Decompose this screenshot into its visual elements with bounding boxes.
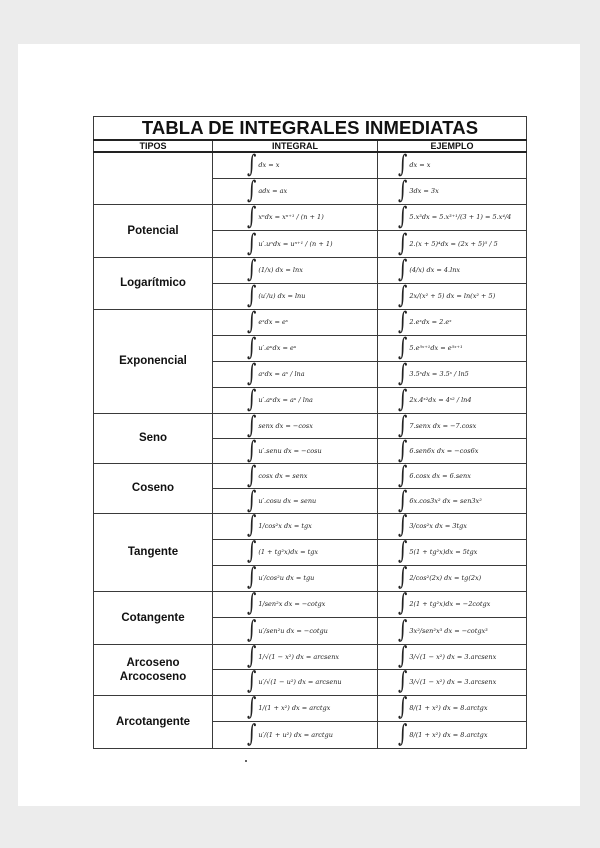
table-row xyxy=(94,204,527,230)
integral-formula-cell xyxy=(213,152,378,178)
integral-formula: adx = ax xyxy=(258,187,288,195)
integral-sign-icon: ∫ xyxy=(398,150,408,179)
integral-formula-cell xyxy=(213,669,378,695)
integral-formula-cell xyxy=(213,617,378,644)
integral-formula: 1/sen²x dx = −cotgx xyxy=(258,600,326,608)
integral-formula-cell xyxy=(213,485,378,514)
table-row xyxy=(94,644,527,669)
type-label xyxy=(94,152,213,204)
example-formula: 3.5ˣdx = 3.5ˣ / ln5 xyxy=(409,370,469,378)
integral-sign-icon: ∫ xyxy=(398,641,408,670)
table-row xyxy=(94,513,527,539)
integral-sign-icon: ∫ xyxy=(247,281,257,310)
table-row xyxy=(94,463,527,488)
integral-sign-icon: ∫ xyxy=(247,255,257,284)
integral-formula: u′/√(1 − u²) dx = arcsenu xyxy=(258,678,342,686)
integral-formula: u′/(1 + u²) dx = arctgu xyxy=(258,730,333,739)
integral-sign-icon: ∫ xyxy=(247,693,257,722)
example-formula-cell xyxy=(378,695,527,721)
integral-sign-icon: ∫ xyxy=(247,150,257,179)
table-row xyxy=(94,152,527,178)
integral-sign-icon: ∫ xyxy=(398,228,408,257)
integral-formula-cell xyxy=(213,361,378,387)
integral-formula: xⁿdx = xⁿ⁺¹ / (n + 1) xyxy=(258,213,324,221)
header-types: TIPOS xyxy=(94,140,213,152)
integral-formula-cell xyxy=(213,335,378,361)
integral-sign-icon: ∫ xyxy=(247,359,257,388)
integral-sign-icon: ∫ xyxy=(398,307,408,336)
integral-sign-icon: ∫ xyxy=(398,385,408,414)
integral-formula-cell xyxy=(213,695,378,721)
example-formula-cell xyxy=(378,513,527,539)
type-label: Potencial xyxy=(94,204,213,257)
type-label: Seno xyxy=(94,413,213,463)
integral-formula-cell xyxy=(213,204,378,230)
example-formula: 3/cos²x dx = 3tgx xyxy=(409,522,467,530)
integral-sign-icon: ∫ xyxy=(247,537,257,566)
example-formula: 6.cosx dx = 6.senx xyxy=(409,471,471,480)
integral-formula: dx = x xyxy=(258,161,280,170)
integral-sign-icon: ∫ xyxy=(398,667,408,696)
integral-formula-cell xyxy=(213,565,378,591)
type-label: Exponencial xyxy=(94,309,213,413)
example-formula-cell xyxy=(378,152,527,178)
integral-formula: u′.eᵘdx = eᵘ xyxy=(258,344,297,352)
integral-formula-cell xyxy=(213,591,378,617)
integral-sign-icon: ∫ xyxy=(398,460,408,489)
example-formula: 2x.4ˣ²dx = 4ˣ² / ln4 xyxy=(409,396,472,404)
integral-sign-icon: ∫ xyxy=(398,511,408,540)
integral-sign-icon: ∫ xyxy=(247,228,257,257)
table-row xyxy=(94,591,527,617)
integral-formula: 1/cos²x dx = tgx xyxy=(258,522,312,530)
type-label: Tangente xyxy=(94,513,213,591)
integral-sign-icon: ∫ xyxy=(247,615,257,644)
header-integral: INTEGRAL xyxy=(213,140,378,152)
example-formula: 2/cos²(2x) dx = tg(2x) xyxy=(409,574,482,582)
type-label: Coseno xyxy=(94,463,213,513)
integral-formula-cell xyxy=(213,230,378,257)
integral-formula: 1/(1 + x²) dx = arctgx xyxy=(258,704,331,712)
example-formula: 8/(1 + x²) dx = 8.arctgx xyxy=(409,704,488,712)
integral-formula-cell xyxy=(213,309,378,335)
table-row xyxy=(94,257,527,283)
integral-sign-icon: ∫ xyxy=(398,281,408,310)
example-formula: dx = x xyxy=(409,161,431,170)
example-formula-cell xyxy=(378,460,527,489)
example-formula: 3x²/sen²x³ dx = −cotgx³ xyxy=(409,626,488,635)
example-formula: 5.e⁵ˣ⁺¹dx = e⁵ˣ⁺¹ xyxy=(409,344,463,352)
type-label: Arcoseno Arcocoseno xyxy=(94,644,213,695)
integral-formula-cell xyxy=(213,641,378,670)
integral-sign-icon: ∫ xyxy=(247,307,257,336)
integral-formula: aˣdx = aˣ / lna xyxy=(258,370,305,378)
example-formula: 3/√(1 − x²) dx = 3.arcsenx xyxy=(409,678,497,686)
table-title: TABLA DE INTEGRALES INMEDIATAS xyxy=(94,117,527,141)
integral-sign-icon: ∫ xyxy=(398,615,408,644)
table-row xyxy=(94,695,527,721)
example-formula: 3/√(1 − x²) dx = 3.arcsenx xyxy=(409,652,497,661)
integral-sign-icon: ∫ xyxy=(247,176,257,205)
example-formula: 6x.cos3x² dx = sen3x² xyxy=(409,496,482,505)
integral-sign-icon: ∫ xyxy=(247,511,257,540)
integral-formula: 1/√(1 − x²) dx = arcsenx xyxy=(258,652,340,661)
example-formula: 6.sen6x dx = −cos6x xyxy=(409,446,479,455)
integral-formula-cell xyxy=(213,283,378,309)
type-label: Arcotangente xyxy=(94,695,213,748)
integral-sign-icon: ∫ xyxy=(247,589,257,618)
integral-formula-cell xyxy=(213,387,378,413)
integral-formula: (1 + tg²x)dx = tgx xyxy=(258,548,319,556)
header-example: EJEMPLO xyxy=(378,140,527,152)
example-formula: 3dx = 3x xyxy=(409,187,439,195)
example-formula-cell xyxy=(378,309,527,335)
integral-sign-icon: ∫ xyxy=(398,537,408,566)
integral-sign-icon: ∫ xyxy=(247,667,257,696)
integral-formula: (u′/u) dx = lnu xyxy=(258,292,306,300)
example-formula: 2.eˣdx = 2.eˣ xyxy=(409,318,452,326)
table-row xyxy=(94,413,527,438)
example-formula-cell xyxy=(378,335,527,361)
example-formula-cell xyxy=(378,485,527,514)
table-row xyxy=(94,309,527,335)
integral-sign-icon: ∫ xyxy=(398,202,408,231)
integral-sign-icon: ∫ xyxy=(247,435,257,464)
example-formula-cell xyxy=(378,257,527,283)
integral-sign-icon: ∫ xyxy=(247,485,257,514)
integral-sign-icon: ∫ xyxy=(398,589,408,618)
example-formula: 7.senx dx = −7.cosx xyxy=(409,421,477,430)
example-formula: (4/x) dx = 4.lnx xyxy=(409,266,461,274)
example-formula-cell xyxy=(378,669,527,695)
integral-formula: senx dx = −cosx xyxy=(258,421,313,430)
integral-sign-icon: ∫ xyxy=(398,719,408,748)
integral-formula: cosx dx = senx xyxy=(258,471,308,480)
type-label: Cotangente xyxy=(94,591,213,644)
integral-sign-icon: ∫ xyxy=(247,719,257,748)
integral-formula-cell xyxy=(213,539,378,565)
example-formula-cell xyxy=(378,178,527,204)
integral-sign-icon: ∫ xyxy=(398,485,408,514)
integral-formula-cell xyxy=(213,410,378,439)
example-formula-cell xyxy=(378,283,527,309)
integral-sign-icon: ∫ xyxy=(398,333,408,362)
integral-formula-cell xyxy=(213,513,378,539)
example-formula: 5(1 + tg²x)dx = 5tgx xyxy=(409,548,478,556)
integral-formula-cell xyxy=(213,460,378,489)
integral-formula-cell xyxy=(213,178,378,204)
integral-formula: u′.senu dx = −cosu xyxy=(258,446,322,455)
integral-sign-icon: ∫ xyxy=(247,460,257,489)
example-formula: 2(1 + tg²x)dx = −2cotgx xyxy=(409,600,491,608)
integral-formula: u′.aᵘdx = aᵘ / lna xyxy=(258,396,313,404)
integral-sign-icon: ∫ xyxy=(398,359,408,388)
integral-formula-cell xyxy=(213,435,378,464)
integral-formula: u′.cosu dx = senu xyxy=(258,496,317,505)
integral-sign-icon: ∫ xyxy=(398,410,408,439)
integral-sign-icon: ∫ xyxy=(398,693,408,722)
stray-mark xyxy=(245,760,247,762)
integral-sign-icon: ∫ xyxy=(247,641,257,670)
example-formula-cell xyxy=(378,641,527,670)
integral-formula: u′.uⁿdx = uⁿ⁺¹ / (n + 1) xyxy=(258,239,333,248)
integral-sign-icon: ∫ xyxy=(247,410,257,439)
example-formula-cell xyxy=(378,435,527,464)
integral-formula: u′/cos²u dx = tgu xyxy=(258,574,315,582)
integral-formula: u′/sen²u dx = −cotgu xyxy=(258,626,328,635)
integral-sign-icon: ∫ xyxy=(247,563,257,592)
example-formula-cell xyxy=(378,617,527,644)
integral-sign-icon: ∫ xyxy=(398,435,408,464)
integral-sign-icon: ∫ xyxy=(247,385,257,414)
example-formula-cell xyxy=(378,565,527,591)
example-formula: 8/(1 + x²) dx = 8.arctgx xyxy=(409,730,488,739)
integral-formula-cell xyxy=(213,257,378,283)
integral-sign-icon: ∫ xyxy=(398,255,408,284)
integral-formula-cell xyxy=(213,721,378,748)
example-formula-cell xyxy=(378,591,527,617)
example-formula: 2x/(x² + 5) dx = ln(x² + 5) xyxy=(409,292,496,300)
example-formula-cell xyxy=(378,387,527,413)
example-formula-cell xyxy=(378,361,527,387)
example-formula-cell xyxy=(378,204,527,230)
type-label: Logarítmico xyxy=(94,257,213,309)
example-formula-cell xyxy=(378,539,527,565)
integrals-table xyxy=(93,116,527,749)
integral-formula: (1/x) dx = lnx xyxy=(258,266,303,274)
example-formula: 2.(x + 5)⁴dx = (2x + 5)⁵ / 5 xyxy=(409,239,498,248)
example-formula-cell xyxy=(378,230,527,257)
integral-formula: eˣdx = eˣ xyxy=(258,318,289,326)
integral-sign-icon: ∫ xyxy=(247,202,257,231)
example-formula-cell xyxy=(378,410,527,439)
integral-sign-icon: ∫ xyxy=(398,563,408,592)
example-formula: 5.x³dx = 5.x³⁺¹/(3 + 1) = 5.x⁴/4 xyxy=(409,213,512,221)
example-formula-cell xyxy=(378,721,527,748)
integral-sign-icon: ∫ xyxy=(247,333,257,362)
integral-sign-icon: ∫ xyxy=(398,176,408,205)
